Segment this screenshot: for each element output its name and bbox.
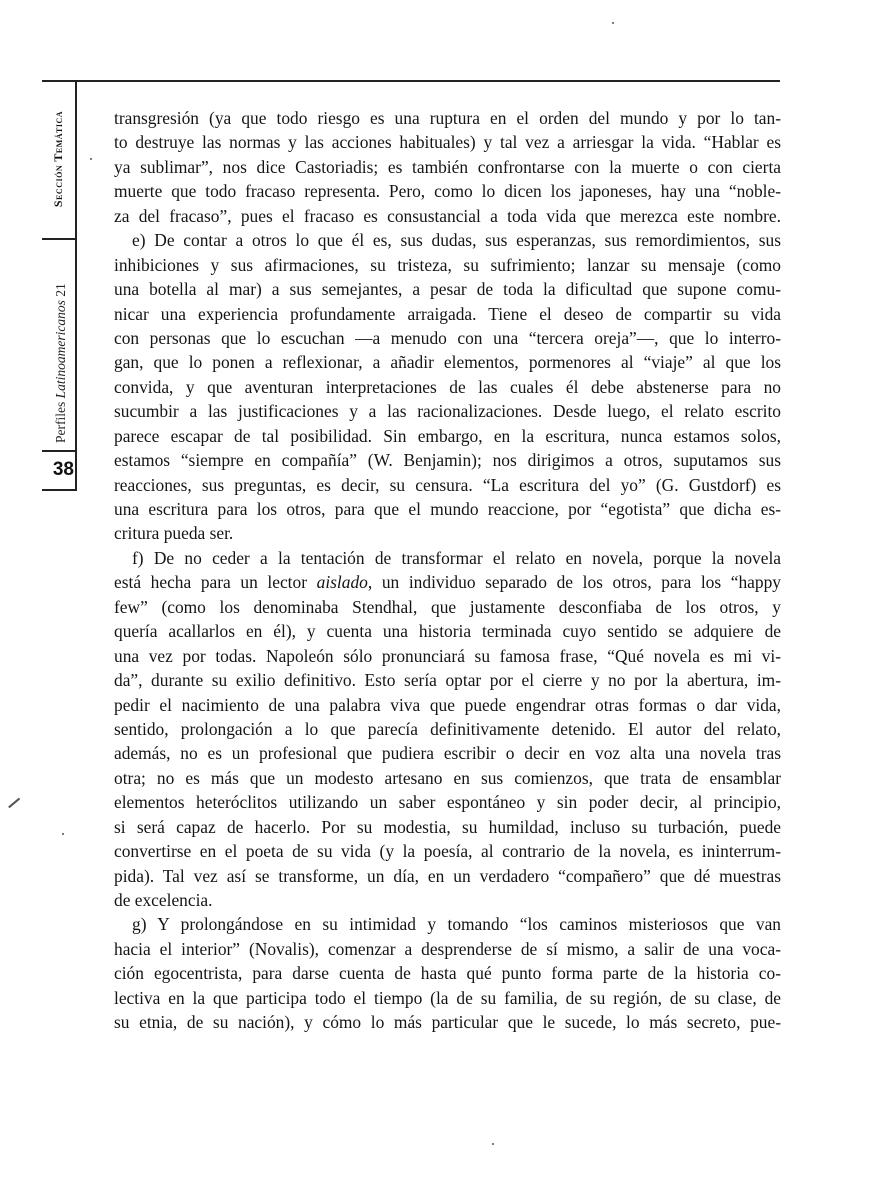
text-line: una escritura para los otros, para que el mundo reaccione, por “egotista” que dicha es- [114, 499, 781, 519]
scan-speck [492, 1143, 494, 1145]
text-line: za del fracaso”, pues el fracaso es consustancial a toda vida que merezca este nombre. [114, 205, 781, 226]
text-line: convida, y que aventuran interpretaciones de las cuales él debe abstenerse para no [114, 376, 781, 397]
text-line: pedir el nacimiento de una palabra viva que puede engendrar otras formas o dar vida, [114, 694, 781, 715]
text-line: to destruye las normas y las acciones habituales) y tal vez a arriesgar la vida. “Hablar es [114, 132, 781, 153]
text-segment: está hecha para un lector [114, 572, 317, 593]
text-line: con personas que lo escuchan —a menudo con una “tercera oreja”—, que lo interro- [114, 327, 781, 348]
scan-speck [612, 22, 614, 24]
scan-speck [62, 833, 64, 835]
sidebar-divider [42, 489, 76, 491]
scan-speck [90, 158, 92, 160]
text-line: reacciones, sus preguntas, es decir, su censura. “La escritura del yo” (G. Gustdorf) es [114, 474, 781, 495]
section-label: Sección Temática [51, 110, 65, 208]
text-line: gan, que lo ponen a reflexionar, a añadir elementos, pormenores al “viaje” al que los [114, 352, 781, 373]
text-line: su etnia, de su nación), y cómo lo más particular que le sucede, lo más secreto, pue- [114, 1012, 781, 1033]
text-line: una botella al mar) a sus semejantes, a pesar de toda la dificultad que supone comu- [114, 279, 781, 300]
text-line: de excelencia. [114, 890, 213, 910]
text-line: otra; no es más que un modesto artesano en sus comienzos, que trata de ensamblar [114, 767, 781, 788]
text-line: elementos heteróclitos utilizando un saber espontáneo y sin poder decir, al principio, [114, 792, 781, 813]
journal-issue: 21 [53, 283, 68, 301]
journal-prefix: Perfiles [53, 398, 68, 443]
text-line: da”, durante su exilio definitivo. Esto sería optar por el cierre y no por la abertura, im- [114, 670, 781, 691]
scan-mark [8, 798, 20, 808]
text-line [114, 570, 781, 594]
journal-italic: Latinoamericanos [53, 300, 68, 399]
text-line: g) Y prolongándose en su intimidad y tomando “los caminos misteriosos que van [132, 914, 781, 935]
text-line: hacia el interior” (Novalis), comenzar a desprenderse de sí mismo, a salir de una voca- [114, 938, 781, 959]
page-number: 38 [52, 459, 74, 480]
text-line: ya sublimar”, nos dice Castoriadis; es también confrontarse con la muerte o con cierta [114, 156, 781, 177]
text-line: ción egocentrista, para darse cuenta de hasta qué punto forma parte de la historia co- [114, 963, 781, 984]
text-line: lectiva en la que participa todo el tiempo (la de su familia, de su región, de su clase, de [114, 987, 781, 1008]
text-line: f) De no ceder a la tentación de transformar el relato en novela, porque la novela [132, 547, 781, 568]
header-rule [42, 80, 780, 82]
text-line: inhibiciones y sus afirmaciones, su tristeza, su sufrimiento; lanzar su mensaje (como [114, 254, 781, 275]
sidebar-divider [42, 450, 76, 452]
text-line: si será capaz de hacerlo. Por su modestia, su humildad, incluso su turbación, puede [114, 816, 781, 837]
text-line: muerte que todo fracaso representa. Pero, como lo dicen los japoneses, hay una “noble- [114, 181, 781, 202]
text-line: convertirse en el poeta de su vida (y la poesía, al contrario de la novela, es ininterrum- [114, 841, 781, 862]
text-line: e) De contar a otros lo que él es, sus dudas, sus esperanzas, sus remordimientos, sus [132, 230, 781, 251]
italic-word: aislado [316, 572, 368, 593]
text-line: además, no es un profesional que pudiera escribir o decir en voz alta una novela tras [114, 743, 781, 764]
text-line: sentido, prolongación a lo que parecía definitivamente detenido. El autor del relato, [114, 718, 781, 739]
text-line: quería acallarlos en él), y cuenta una historia terminada cuyo sentido se adquiere de [114, 621, 781, 642]
text-line: nicar una experiencia profundamente arraigada. Tiene el deseo de compartir su vida [114, 303, 781, 324]
sidebar-divider [42, 238, 76, 240]
body-text [114, 106, 781, 1035]
text-line: critura pueda ser. [114, 523, 234, 544]
text-line: estamos “siempre en compañía” (W. Benjamin); nos dirigimos a otros, suputamos sus [114, 450, 781, 471]
text-line: pida). Tal vez así se transforme, un día, en un verdadero “compañero” que dé muestras [114, 865, 781, 886]
text-line: parece escapar de tal posibilidad. Sin embargo, en la escritura, nunca estamos solos, [114, 425, 781, 446]
text-line: sucumbir a las justificaciones y a las racionalizaciones. Desde luego, el relato escrito [114, 401, 781, 422]
text-line: transgresión (ya que todo riesgo es una ruptura en el orden del mundo y por lo tan- [114, 108, 781, 128]
text-line: una vez por todas. Napoleón sólo pronunciará su famosa frase, “Qué novela es mi vi- [114, 645, 781, 666]
journal-title [50, 248, 72, 443]
text-segment: , un individuo separado de los otros, para los “happy [367, 572, 781, 593]
text-line: few” (como los denominaba Stendhal, que justamente desconfiaba de los otros, y [114, 596, 781, 617]
sidebar-vertical-rule [75, 81, 77, 491]
